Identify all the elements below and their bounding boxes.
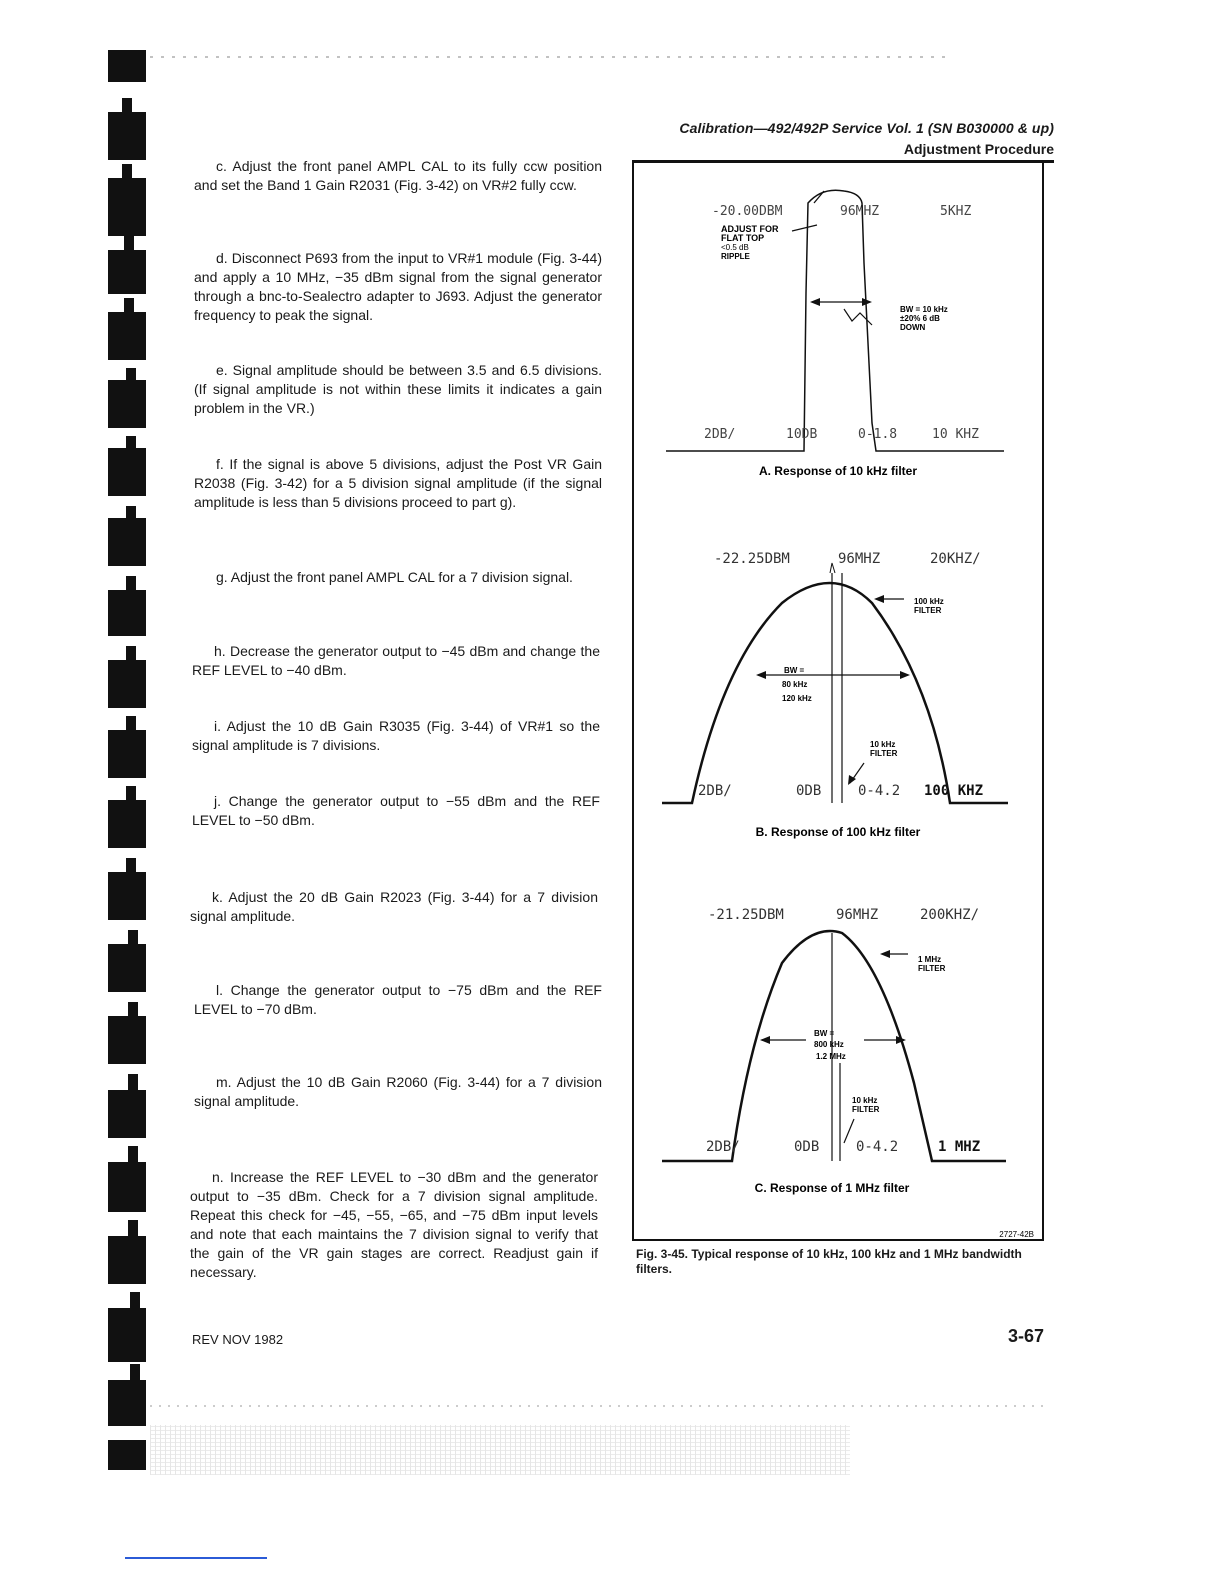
panel-c-filter-2: FILTER — [918, 964, 946, 973]
step-l: l. Change the generator output to −75 dBm and the REF LEVEL to −70 dBm. — [194, 982, 602, 1017]
panel-c-bw-1: BW = — [814, 1029, 835, 1038]
panel-a-scale: 2DB/ — [704, 427, 736, 442]
panel-c-vf: 0-4.2 — [856, 1139, 899, 1155]
step-d: d. Disconnect P693 from the input to VR#1 module (Fig. 3-44) and apply a 10 MHz, −35 dBm signal from the signal generator through a bnc-to-Sealectro adapter to J693. Adjust the generator frequency to peak the signal. — [194, 250, 602, 323]
figure-3-45 — [632, 163, 1046, 1243]
scan-artifact-top — [150, 56, 950, 58]
panel-a-note-4: RIPPLE — [721, 252, 750, 261]
panel-c-atten: 0DB — [794, 1139, 820, 1155]
revision-date: REV NOV 1982 — [192, 1332, 284, 1347]
step-i: i. Adjust the 10 dB Gain R3035 (Fig. 3-44) of VR#1 so the signal amplitude is 7 divisions. — [192, 718, 600, 753]
running-header-title: Calibration—492/492P Service Vol. 1 (SN B030000 & up) — [679, 120, 1054, 136]
panel-b-bw-1: BW = — [784, 666, 805, 675]
panel-a-bw-3: DOWN — [900, 323, 926, 332]
panel-c-filter-1: 1 MHz — [918, 955, 942, 964]
step-k: k. Adjust the 20 dB Gain R2023 (Fig. 3-44) for a 7 division signal amplitude. — [190, 889, 598, 924]
step-h: h. Decrease the generator output to −45 dBm and change the REF LEVEL to −40 dBm. — [192, 643, 600, 678]
figure-caption: Fig. 3-45. Typical response of 10 kHz, 100 kHz and 1 MHz bandwidth filters. — [636, 1247, 1022, 1276]
panel-a — [666, 190, 1004, 478]
panel-a-bw-2: ±20% 6 dB — [900, 314, 940, 323]
page-number: 3-67 — [1008, 1326, 1045, 1346]
panel-b-filter-1: 100 kHz — [914, 597, 944, 606]
panel-a-readout-span: 5KHZ — [940, 204, 972, 219]
panel-b-readout-span: 20KHZ/ — [930, 551, 981, 567]
panel-b-inner-2: FILTER — [870, 749, 898, 758]
panel-c-readout-span: 200KHZ/ — [920, 907, 980, 923]
panel-b — [662, 551, 1008, 839]
binding-strip — [108, 50, 148, 1470]
scan-artifact-bottom — [150, 1405, 1050, 1407]
scan-noise — [150, 1425, 850, 1475]
panel-b-readout-center: 96MHZ — [838, 551, 881, 567]
panel-a-note-3: <0.5 dB — [721, 243, 749, 252]
step-n: n. Increase the REF LEVEL to −30 dBm and the generator output to −35 dBm. Check for a 7 division signal amplitude. Repeat this check for −45, −55, −65, and −75 dBm input levels and note that each maintains the 7 division signal to verify that the gain of the VR gain stages are correct. Readjust gain if necessary. — [190, 1169, 598, 1280]
panel-b-rbw: 100 KHZ — [924, 783, 984, 799]
panel-b-atten: 0DB — [796, 783, 822, 799]
step-c: c. Adjust the front panel AMPL CAL to its fully ccw position and set the Band 1 Gain R2031 (Fig. 3-42) on VR#2 fully ccw. — [194, 158, 602, 193]
panel-b-caption: B. Response of 100 kHz filter — [755, 825, 921, 839]
panel-a-note-2: FLAT TOP — [721, 233, 765, 243]
drawing-number: 2727-42B — [999, 1230, 1034, 1239]
step-m: m. Adjust the 10 dB Gain R2060 (Fig. 3-44) for a 7 division signal amplitude. — [194, 1074, 602, 1109]
panel-a-trace — [666, 190, 1004, 451]
running-header-section: Adjustment Procedure — [903, 141, 1054, 157]
bottom-underline — [125, 1557, 267, 1559]
step-j: j. Change the generator output to −55 dBm and the REF LEVEL to −50 dBm. — [192, 793, 600, 828]
step-f: f. If the signal is above 5 divisions, adjust the Post VR Gain R2038 (Fig. 3-42) for a 5 division signal amplitude (if the signal amplitude is less than 5 divisions proceed to part g). — [194, 456, 602, 510]
panel-a-caption: A. Response of 10 kHz filter — [758, 464, 918, 478]
panel-a-bw-1: BW = 10 kHz — [900, 305, 948, 314]
panel-b-scale: 2DB/ — [698, 783, 732, 799]
panel-c-bw-2: 800 kHz — [814, 1040, 844, 1049]
step-g: g. Adjust the front panel AMPL CAL for a 7 division signal. — [216, 569, 573, 585]
panel-c — [662, 907, 1006, 1195]
panel-b-bw-2: 80 kHz — [782, 680, 808, 689]
panel-a-atten: 10DB — [786, 427, 818, 442]
panel-c-inner-2: FILTER — [852, 1105, 880, 1114]
panel-c-bw-3: 1.2 MHz — [816, 1052, 846, 1061]
panel-a-readout-ref: -20.00DBM — [712, 204, 783, 219]
step-e: e. Signal amplitude should be between 3.5 and 6.5 divisions. (If signal amplitude is not within these limits it indicates a gain problem in the VR.) — [194, 362, 602, 416]
panel-c-rbw: 1 MHZ — [938, 1139, 981, 1155]
panel-c-caption: C. Response of 1 MHz filter — [754, 1181, 910, 1195]
panel-b-bw-3: 120 kHz — [782, 694, 812, 703]
panel-b-trace-100khz — [662, 583, 1008, 803]
panel-b-vf: 0-4.2 — [858, 783, 901, 799]
panel-c-readout-center: 96MHZ — [836, 907, 879, 923]
panel-b-filter-2: FILTER — [914, 606, 942, 615]
panel-b-readout-ref: -22.25DBM — [714, 551, 790, 567]
panel-a-rbw: 10 KHZ — [932, 427, 979, 442]
panel-b-inner-1: 10 kHz — [870, 740, 896, 749]
panel-a-note-1: ADJUST FOR — [721, 224, 779, 234]
panel-c-scale: 2DB/ — [706, 1139, 740, 1155]
panel-c-inner-1: 10 kHz — [852, 1096, 878, 1105]
panel-c-readout-ref: -21.25DBM — [708, 907, 784, 923]
panel-a-readout-center: 96MHZ — [840, 204, 880, 219]
panel-a-vf: 0-1.8 — [858, 427, 898, 442]
